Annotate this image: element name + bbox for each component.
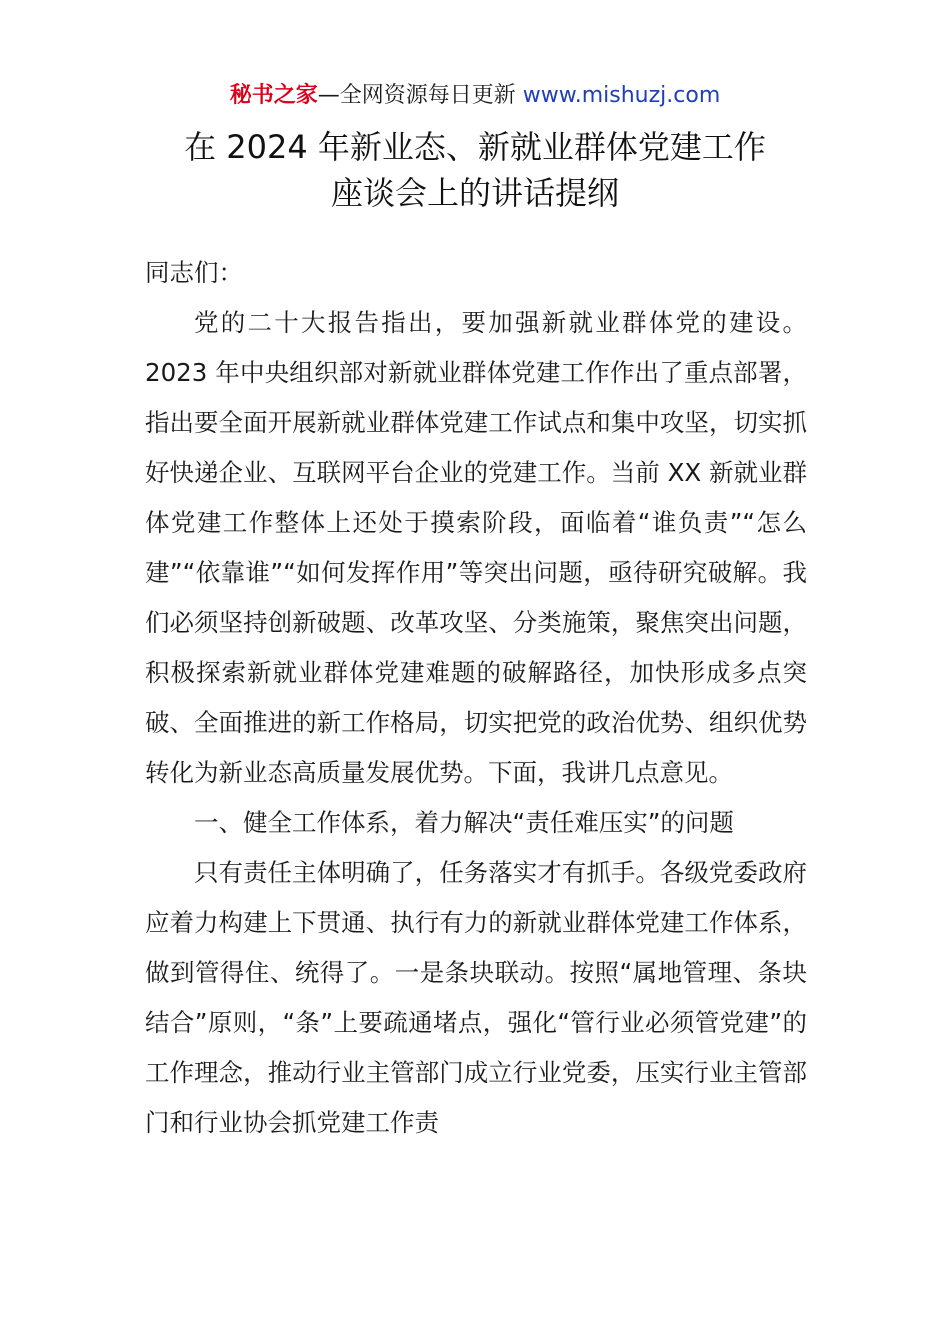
- section-1-heading: 一、健全工作体系，着力解决“责任难压实”的问题: [194, 808, 734, 837]
- title-line-2: 座谈会上的讲话提纲: [330, 174, 619, 212]
- intro-paragraph: 党的二十大报告指出，要加强新就业群体党的建设。2023 年中央组织部对新就业群体党建工作作出了重点部署，指出要全面开展新就业群体党建工作试点和集中攻坚，切实抓好快递企业、互联网平台企业的党建工作。当前 XX 新就业群体党建工作整体上还处于摸索阶段，面临着“谁负责”“怎么建”“依靠谁”“如何发挥作用”等突出问题，亟待研究破解。我们必须坚持创新破题、改革攻坚、分类施策，聚焦突出问题，积极探索新就业群体党建难题的破解路径，加快形成多点突破、全面推进的新工作格局，切实把党的政治优势、组织优势转化为新业态高质量发展优势。下面，我讲几点意见。: [145, 308, 807, 787]
- header-tagline: —全网资源每日更新: [317, 83, 523, 108]
- document-title: [0, 124, 950, 216]
- document-body: [145, 248, 807, 1148]
- salutation: 同志们：: [145, 258, 243, 287]
- title-line-1: 在 2024 年新业态、新就业群体党建工作: [184, 128, 766, 166]
- brand-name: 秘书之家: [229, 83, 318, 108]
- site-url-link[interactable]: www.mishuzj.com: [522, 83, 721, 108]
- site-header: [0, 80, 950, 112]
- section-1-paragraph: 只有责任主体明确了，任务落实才有抓手。各级党委政府应着力构建上下贯通、执行有力的新就业群体党建工作体系，做到管得住、统得了。一是条块联动。按照“属地管理、条块结合”原则，“条”上要疏通堵点，强化“管行业必须管党建”的工作理念，推动行业主管部门成立行业党委，压实行业主管部门和行业协会抓党建工作责: [145, 858, 807, 1137]
